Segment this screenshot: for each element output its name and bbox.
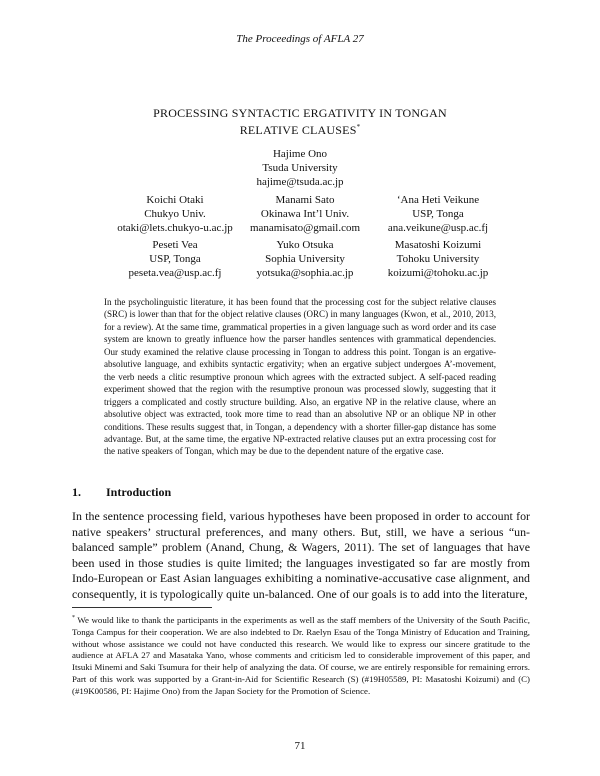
- author-email: ana.veikune@usp.ac.fj: [387, 222, 489, 234]
- section-heading: [72, 485, 171, 500]
- author-name: Peseti Vea: [152, 239, 198, 251]
- author-email: otaki@lets.chukyo-u.ac.jp: [117, 222, 233, 234]
- page-number: 71: [294, 740, 306, 752]
- author-name: Masatoshi Koizumi: [394, 239, 482, 251]
- author-name: ‘Ana Heti Veikune: [396, 194, 480, 206]
- footnote-divider: [72, 607, 212, 608]
- author-affiliation: USP, Tonga: [149, 253, 201, 265]
- author-block: [200, 147, 400, 189]
- author-affiliation: Tsuda University: [262, 162, 338, 174]
- section-title: Introduction: [106, 485, 172, 499]
- author-affiliation: USP, Tonga: [412, 208, 464, 220]
- title-footnote-marker: *: [356, 123, 361, 131]
- author-name: Manami Sato: [275, 194, 335, 206]
- author-name: Hajime Ono: [272, 148, 328, 160]
- author-block: [368, 238, 508, 280]
- footnote-marker: *: [72, 615, 75, 621]
- author-name: Yuko Otsuka: [276, 239, 334, 251]
- abstract: In the psycholinguistic literature, it has been found that the processing cost for the subject relative clauses (SRC) is lower than that for the object relative clauses (ORC) in many languages (Kwon, et al., 2010, 2013, for a review). At the same time, grammatical properties in a given language such as word order and its case system are known to greatly influence how the parser handles sentences with grammatical dependencies. Our study examined the relative clause processing in Tongan to address this point. Tongan is an ergative-absolutive language, and exhibits syntactic ergativity; when an ergative subject undergoes A’-movement, the verb needs a clitic resumptive pronoun which agrees with the extracted subject. A self-paced reading experiment showed that the region with the resumptive pronoun was processed slowly, suggesting that it triggers a complicated and costly structure building. Also, an ergative NP in the relative clause, where an absolutive object was extracted, took more time to read than an absolutive NP or an oblique NP in other conditions. These results suggest that, in Tongan, a dependency with a shorter filler-gap distance has some advantage. But, at the same time, the ergative NP-extracted relative clauses put an extra processing cost for the native speakers of Tongan, which may be due to the dependent nature of the ergative case.: [104, 297, 496, 457]
- author-email: koizumi@tohoku.ac.jp: [387, 267, 489, 279]
- author-affiliation: Sophia University: [265, 253, 345, 265]
- author-email: manamisato@gmail.com: [249, 222, 361, 234]
- author-affiliation: Tohoku University: [396, 253, 480, 265]
- author-affiliation: Okinawa Int’l Univ.: [260, 208, 350, 220]
- footnote-text: We would like to thank the participants in the experiments as well as the staff members of the University of the South Pacific, Tonga Campus for their cooperation. We are also indebted to Dr. Raelyn Esau of the Tonga Ministry of Education and Training, without whose assistance we could not have conducted this research. We would like to express our sincere gratitude to the audience at AFLA 27 and Masataka Yano, whose comments and criticism led to considerable improvement of this paper, and Itsuki Minemi and Saki Tsumura for their help of analyzing the data. Of course, we are entirely responsible for remaining errors. Part of this work was supported by a Grant-in-Aid for Scientific Research (S) (#19H05589, PI: Masatoshi Koizumi) and (C) (#19K00586, PI: Hajime Ono) from the Japan Society for the Promotion of Science.: [72, 614, 530, 696]
- section-number: 1.: [72, 485, 81, 499]
- title-line-2: RELATIVE CLAUSES: [239, 123, 357, 137]
- author-block: [100, 193, 250, 235]
- author-email: peseta.vea@usp.ac.fj: [128, 267, 222, 279]
- paper-title: [60, 106, 540, 137]
- author-block: [110, 238, 240, 280]
- author-email: hajime@tsuda.ac.jp: [256, 176, 344, 188]
- author-block: [368, 193, 508, 235]
- author-block: [240, 238, 370, 280]
- running-header: The Proceedings of AFLA 27: [236, 33, 364, 45]
- author-email: yotsuka@sophia.ac.jp: [256, 267, 354, 279]
- author-affiliation: Chukyo Univ.: [144, 208, 206, 220]
- footnote: [72, 613, 530, 698]
- author-block: [240, 193, 370, 235]
- author-name: Koichi Otaki: [146, 194, 204, 206]
- title-line-1: PROCESSING SYNTACTIC ERGATIVITY IN TONGAN: [153, 106, 447, 120]
- body-paragraph: In the sentence processing field, various hypotheses have been proposed in order to account for native speakers’ structural preferences, and many others. But, still, we have a serious “un-balanced sample” problem (Anand, Chung, & Wagers, 2011). The set of languages that have been used in those studies is quite limited; the languages investigated so far are mostly from Indo-European or East Asian languages exhibiting a nominative-accusative case alignment, and consequently, it is typologically quite un-balanced. One of our goals is to add into the literature,: [72, 509, 530, 601]
